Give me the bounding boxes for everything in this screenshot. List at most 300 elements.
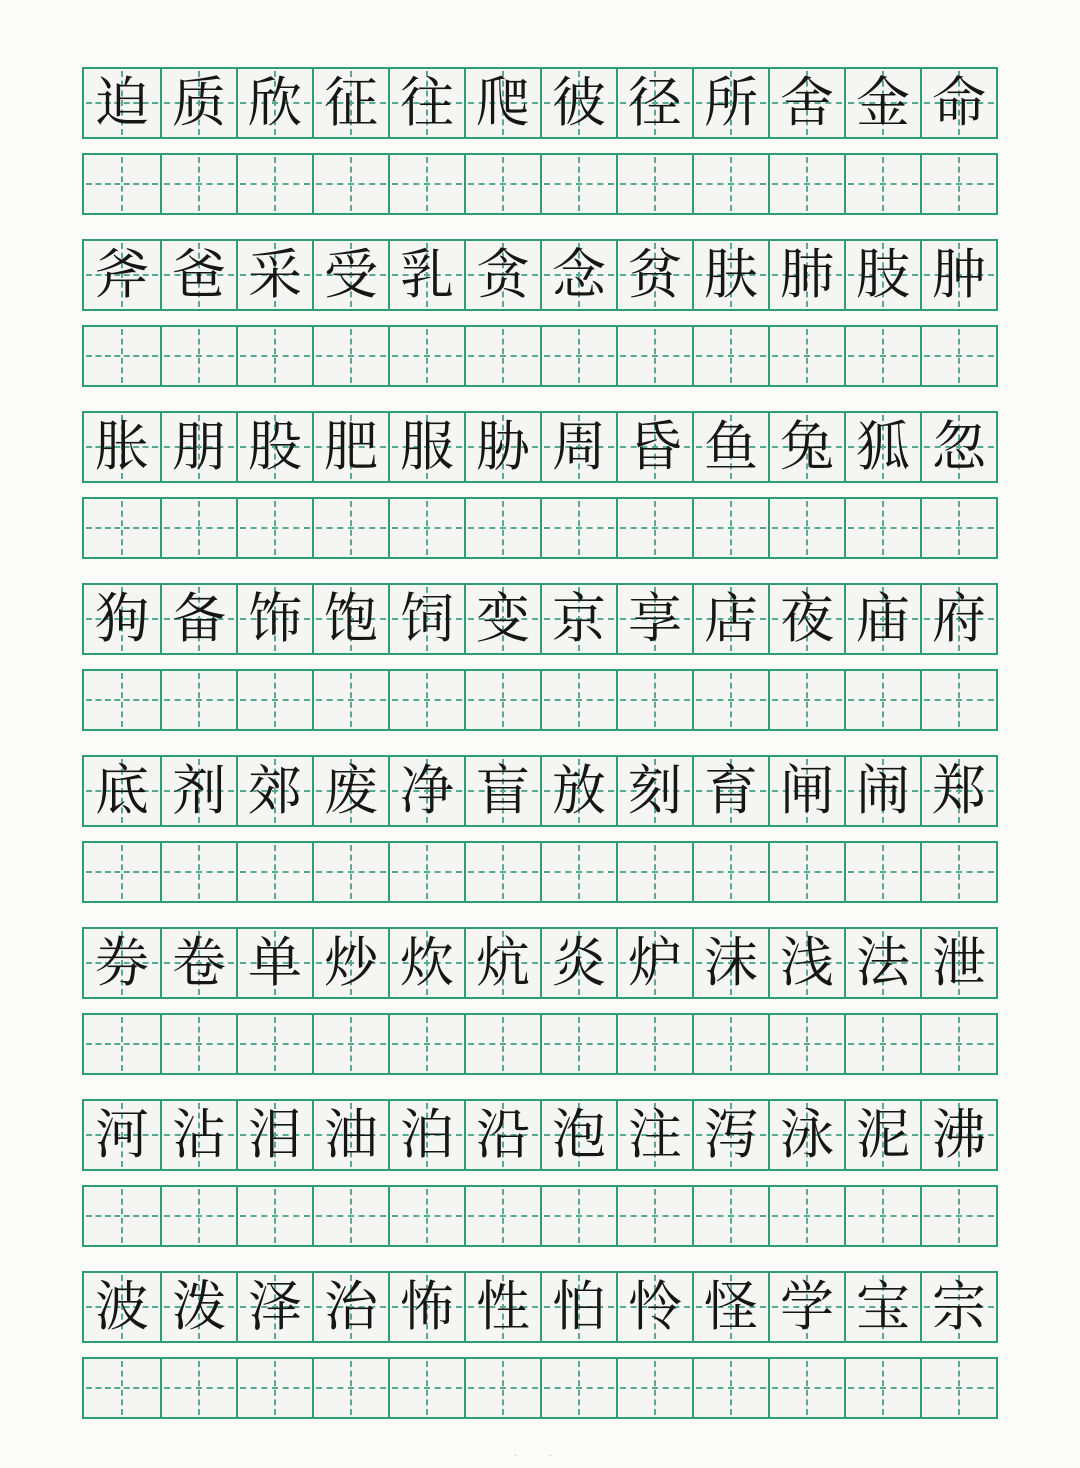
character-glyph: 胀 — [95, 415, 149, 478]
practice-cell — [768, 1015, 844, 1073]
character-glyph: 泼 — [172, 1275, 226, 1338]
practice-cell — [464, 1187, 540, 1245]
char-cell — [84, 241, 160, 309]
character-glyph: 炉 — [628, 931, 682, 994]
char-cell — [312, 757, 388, 825]
practice-cell — [84, 1359, 160, 1417]
character-glyph: 肿 — [932, 243, 986, 306]
character-glyph: 爸 — [172, 243, 226, 306]
character-row — [82, 583, 998, 655]
character-glyph: 郊 — [248, 759, 302, 822]
character-glyph: 宝 — [856, 1275, 910, 1338]
character-row — [82, 927, 998, 999]
practice-cell — [236, 671, 312, 729]
character-glyph: 炕 — [476, 931, 530, 994]
character-glyph: 河 — [95, 1103, 149, 1166]
char-cell — [464, 1101, 540, 1169]
character-glyph: 注 — [628, 1103, 682, 1166]
practice-cell — [768, 843, 844, 901]
character-glyph: 泄 — [932, 931, 986, 994]
character-row — [82, 411, 998, 483]
char-cell — [312, 585, 388, 653]
practice-cell — [312, 671, 388, 729]
practice-group-7 — [82, 1099, 998, 1247]
char-cell — [768, 1273, 844, 1341]
char-cell — [388, 69, 464, 137]
character-glyph: 金 — [856, 71, 910, 134]
character-glyph: 肥 — [324, 415, 378, 478]
char-cell — [84, 413, 160, 481]
char-cell — [920, 1273, 996, 1341]
practice-cell — [236, 327, 312, 385]
character-glyph: 鱼 — [704, 415, 758, 478]
practice-cell — [464, 1015, 540, 1073]
character-glyph: 备 — [172, 587, 226, 650]
practice-row — [82, 1185, 998, 1247]
char-cell — [768, 929, 844, 997]
char-cell — [160, 757, 236, 825]
char-cell — [540, 241, 616, 309]
character-glyph: 昏 — [628, 415, 682, 478]
character-glyph: 朋 — [172, 415, 226, 478]
char-cell — [84, 585, 160, 653]
practice-cell — [84, 843, 160, 901]
practice-cell — [236, 1015, 312, 1073]
char-cell — [692, 1101, 768, 1169]
practice-cell — [388, 1187, 464, 1245]
character-glyph: 炎 — [552, 931, 606, 994]
char-cell — [236, 241, 312, 309]
char-cell — [84, 929, 160, 997]
char-cell — [312, 69, 388, 137]
character-glyph: 斧 — [95, 243, 149, 306]
character-glyph: 郑 — [932, 759, 986, 822]
character-row — [82, 1271, 998, 1343]
practice-cell — [920, 843, 996, 901]
character-glyph: 府 — [932, 587, 986, 650]
char-cell — [312, 413, 388, 481]
practice-cell — [920, 1015, 996, 1073]
char-cell — [84, 69, 160, 137]
practice-cell — [388, 499, 464, 557]
char-cell — [616, 413, 692, 481]
practice-cell — [464, 843, 540, 901]
character-glyph: 念 — [552, 243, 606, 306]
character-glyph: 底 — [95, 759, 149, 822]
character-glyph: 饲 — [400, 587, 454, 650]
character-glyph: 盲 — [476, 759, 530, 822]
practice-group-5 — [82, 755, 998, 903]
character-glyph: 庙 — [856, 587, 910, 650]
char-cell — [312, 1273, 388, 1341]
practice-group-4 — [82, 583, 998, 731]
practice-row — [82, 153, 998, 215]
char-cell — [160, 1273, 236, 1341]
character-glyph: 忽 — [932, 415, 986, 478]
practice-group-2 — [82, 239, 998, 387]
char-cell — [844, 585, 920, 653]
char-cell — [920, 757, 996, 825]
practice-cell — [388, 1015, 464, 1073]
char-cell — [464, 69, 540, 137]
practice-cell — [768, 1187, 844, 1245]
char-cell — [312, 241, 388, 309]
char-cell — [616, 757, 692, 825]
practice-cell — [312, 843, 388, 901]
practice-cell — [236, 499, 312, 557]
practice-cell — [692, 327, 768, 385]
char-cell — [844, 413, 920, 481]
practice-cell — [692, 843, 768, 901]
practice-cell — [692, 155, 768, 213]
character-row — [82, 67, 998, 139]
character-glyph: 刻 — [628, 759, 682, 822]
practice-cell — [920, 327, 996, 385]
character-glyph: 贫 — [628, 243, 682, 306]
practice-cell — [160, 1187, 236, 1245]
practice-cell — [920, 1359, 996, 1417]
character-glyph: 治 — [324, 1275, 378, 1338]
practice-cell — [464, 327, 540, 385]
char-cell — [692, 757, 768, 825]
practice-cell — [464, 499, 540, 557]
char-cell — [692, 1273, 768, 1341]
char-cell — [844, 929, 920, 997]
char-cell — [616, 1273, 692, 1341]
practice-cell — [464, 1359, 540, 1417]
character-glyph: 肢 — [856, 243, 910, 306]
char-cell — [388, 241, 464, 309]
practice-cell — [768, 1359, 844, 1417]
practice-cell — [236, 1359, 312, 1417]
char-cell — [236, 1101, 312, 1169]
char-cell — [844, 1273, 920, 1341]
character-glyph: 废 — [324, 759, 378, 822]
practice-cell — [84, 155, 160, 213]
char-cell — [312, 1101, 388, 1169]
practice-cell — [388, 671, 464, 729]
character-glyph: 饱 — [324, 587, 378, 650]
practice-cell — [616, 1187, 692, 1245]
character-glyph: 泽 — [248, 1275, 302, 1338]
char-cell — [388, 1273, 464, 1341]
practice-cell — [920, 1187, 996, 1245]
char-cell — [768, 585, 844, 653]
practice-cell — [160, 327, 236, 385]
character-glyph: 享 — [628, 587, 682, 650]
character-glyph: 夜 — [780, 587, 834, 650]
character-glyph: 店 — [704, 587, 758, 650]
char-cell — [388, 585, 464, 653]
practice-cell — [84, 1015, 160, 1073]
practice-group-6 — [82, 927, 998, 1075]
character-glyph: 饰 — [248, 587, 302, 650]
character-glyph: 彼 — [552, 71, 606, 134]
practice-cell — [844, 1359, 920, 1417]
char-cell — [236, 1273, 312, 1341]
char-cell — [920, 929, 996, 997]
practice-cell — [844, 155, 920, 213]
character-glyph: 狐 — [856, 415, 910, 478]
character-glyph: 波 — [95, 1275, 149, 1338]
practice-cell — [160, 671, 236, 729]
char-cell — [768, 1101, 844, 1169]
practice-cell — [844, 1015, 920, 1073]
character-glyph: 怜 — [628, 1275, 682, 1338]
practice-cell — [768, 155, 844, 213]
practice-cell — [844, 843, 920, 901]
character-glyph: 单 — [248, 931, 302, 994]
practice-cell — [160, 155, 236, 213]
char-cell — [844, 241, 920, 309]
practice-cell — [540, 1015, 616, 1073]
character-row — [82, 239, 998, 311]
char-cell — [616, 1101, 692, 1169]
practice-cell — [312, 1187, 388, 1245]
char-cell — [540, 585, 616, 653]
character-glyph: 往 — [400, 71, 454, 134]
practice-cell — [692, 1015, 768, 1073]
char-cell — [616, 241, 692, 309]
practice-cell — [540, 499, 616, 557]
practice-cell — [388, 155, 464, 213]
character-glyph: 沸 — [932, 1103, 986, 1166]
practice-cell — [464, 671, 540, 729]
character-glyph: 放 — [552, 759, 606, 822]
practice-cell — [540, 671, 616, 729]
practice-cell — [920, 155, 996, 213]
practice-cell — [160, 843, 236, 901]
page-footer-dots: · · — [513, 1449, 567, 1462]
character-glyph: 舍 — [780, 71, 834, 134]
practice-cell — [160, 499, 236, 557]
character-glyph: 炊 — [400, 931, 454, 994]
char-cell — [84, 1273, 160, 1341]
character-glyph: 油 — [324, 1103, 378, 1166]
char-cell — [768, 413, 844, 481]
character-glyph: 质 — [172, 71, 226, 134]
character-glyph: 泻 — [704, 1103, 758, 1166]
character-glyph: 京 — [552, 587, 606, 650]
practice-cell — [844, 327, 920, 385]
character-glyph: 贪 — [476, 243, 530, 306]
char-cell — [388, 929, 464, 997]
practice-cell — [464, 155, 540, 213]
character-glyph: 变 — [476, 587, 530, 650]
practice-cell — [616, 155, 692, 213]
character-glyph: 法 — [856, 931, 910, 994]
char-cell — [236, 585, 312, 653]
character-glyph: 迫 — [95, 71, 149, 134]
character-glyph: 怕 — [552, 1275, 606, 1338]
character-glyph: 采 — [248, 243, 302, 306]
char-cell — [920, 413, 996, 481]
character-glyph: 服 — [400, 415, 454, 478]
char-cell — [236, 929, 312, 997]
character-glyph: 浅 — [780, 931, 834, 994]
char-cell — [920, 69, 996, 137]
character-glyph: 肤 — [704, 243, 758, 306]
practice-cell — [616, 1359, 692, 1417]
character-glyph: 闹 — [856, 759, 910, 822]
character-glyph: 炒 — [324, 931, 378, 994]
character-glyph: 净 — [400, 759, 454, 822]
character-glyph: 股 — [248, 415, 302, 478]
char-cell — [920, 1101, 996, 1169]
char-cell — [84, 1101, 160, 1169]
practice-cell — [160, 1359, 236, 1417]
practice-cell — [692, 1359, 768, 1417]
character-glyph: 征 — [324, 71, 378, 134]
char-cell — [464, 929, 540, 997]
char-cell — [464, 585, 540, 653]
char-cell — [768, 241, 844, 309]
character-glyph: 命 — [932, 71, 986, 134]
char-cell — [616, 585, 692, 653]
character-glyph: 沿 — [476, 1103, 530, 1166]
char-cell — [236, 413, 312, 481]
char-cell — [920, 585, 996, 653]
character-glyph: 宗 — [932, 1275, 986, 1338]
character-row — [82, 1099, 998, 1171]
char-cell — [616, 69, 692, 137]
char-cell — [692, 413, 768, 481]
practice-cell — [844, 1187, 920, 1245]
character-glyph: 狗 — [95, 587, 149, 650]
practice-cell — [236, 1187, 312, 1245]
practice-cell — [768, 499, 844, 557]
char-cell — [464, 1273, 540, 1341]
practice-row — [82, 1013, 998, 1075]
practice-cell — [236, 843, 312, 901]
practice-cell — [160, 1015, 236, 1073]
char-cell — [464, 757, 540, 825]
char-cell — [768, 69, 844, 137]
character-glyph: 泡 — [552, 1103, 606, 1166]
char-cell — [236, 757, 312, 825]
practice-row — [82, 841, 998, 903]
char-cell — [160, 1101, 236, 1169]
character-glyph: 沾 — [172, 1103, 226, 1166]
char-cell — [464, 241, 540, 309]
character-glyph: 兔 — [780, 415, 834, 478]
character-glyph: 周 — [552, 415, 606, 478]
char-cell — [844, 1101, 920, 1169]
practice-cell — [920, 499, 996, 557]
practice-group-8 — [82, 1271, 998, 1419]
practice-cell — [84, 671, 160, 729]
character-glyph: 学 — [780, 1275, 834, 1338]
practice-cell — [388, 1359, 464, 1417]
character-glyph: 欣 — [248, 71, 302, 134]
character-glyph: 泪 — [248, 1103, 302, 1166]
practice-cell — [692, 499, 768, 557]
character-glyph: 剂 — [172, 759, 226, 822]
character-glyph: 怖 — [400, 1275, 454, 1338]
character-glyph: 卷 — [172, 931, 226, 994]
practice-cell — [312, 155, 388, 213]
character-glyph: 券 — [95, 931, 149, 994]
character-glyph: 闸 — [780, 759, 834, 822]
practice-row — [82, 669, 998, 731]
practice-cell — [312, 499, 388, 557]
practice-cell — [616, 1015, 692, 1073]
char-cell — [388, 757, 464, 825]
char-cell — [464, 413, 540, 481]
practice-cell — [768, 671, 844, 729]
character-glyph: 育 — [704, 759, 758, 822]
practice-cell — [236, 155, 312, 213]
character-glyph: 乳 — [400, 243, 454, 306]
character-glyph: 爬 — [476, 71, 530, 134]
practice-cell — [540, 1359, 616, 1417]
practice-cell — [616, 327, 692, 385]
char-cell — [160, 69, 236, 137]
char-cell — [692, 929, 768, 997]
practice-group-3 — [82, 411, 998, 559]
char-cell — [768, 757, 844, 825]
practice-cell — [920, 671, 996, 729]
char-cell — [692, 241, 768, 309]
practice-cell — [616, 499, 692, 557]
practice-cell — [692, 1187, 768, 1245]
character-row — [82, 755, 998, 827]
char-cell — [236, 69, 312, 137]
char-cell — [388, 1101, 464, 1169]
practice-cell — [312, 1015, 388, 1073]
char-cell — [312, 929, 388, 997]
practice-cell — [388, 327, 464, 385]
character-glyph: 泊 — [400, 1103, 454, 1166]
practice-cell — [616, 843, 692, 901]
char-cell — [540, 757, 616, 825]
practice-cell — [540, 327, 616, 385]
char-cell — [388, 413, 464, 481]
practice-row — [82, 497, 998, 559]
practice-cell — [312, 1359, 388, 1417]
practice-cell — [616, 671, 692, 729]
char-cell — [844, 757, 920, 825]
char-cell — [692, 585, 768, 653]
character-glyph: 怪 — [704, 1275, 758, 1338]
practice-cell — [540, 155, 616, 213]
char-cell — [540, 69, 616, 137]
practice-row — [82, 1357, 998, 1419]
character-glyph: 径 — [628, 71, 682, 134]
practice-cell — [84, 1187, 160, 1245]
practice-cell — [844, 499, 920, 557]
char-cell — [692, 69, 768, 137]
practice-cell — [388, 843, 464, 901]
char-cell — [540, 929, 616, 997]
char-cell — [616, 929, 692, 997]
character-glyph: 性 — [476, 1275, 530, 1338]
practice-cell — [312, 327, 388, 385]
practice-cell — [844, 671, 920, 729]
char-cell — [160, 413, 236, 481]
char-cell — [540, 1101, 616, 1169]
character-glyph: 受 — [324, 243, 378, 306]
practice-row — [82, 325, 998, 387]
character-glyph: 肺 — [780, 243, 834, 306]
practice-cell — [84, 327, 160, 385]
char-cell — [540, 1273, 616, 1341]
character-glyph: 所 — [704, 71, 758, 134]
practice-cell — [768, 327, 844, 385]
practice-cell — [692, 671, 768, 729]
char-cell — [160, 585, 236, 653]
character-glyph: 沫 — [704, 931, 758, 994]
